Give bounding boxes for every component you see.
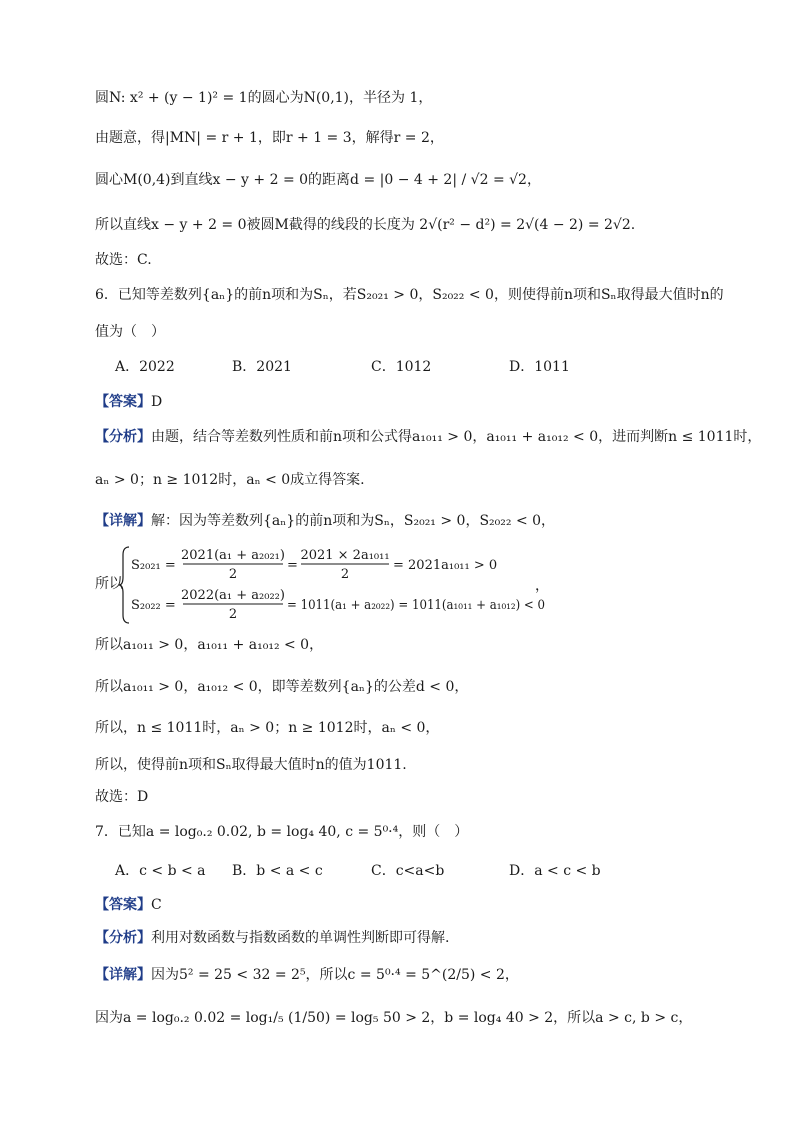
system-prefix: 所以 xyxy=(95,576,123,592)
option-b: B．b < a < c xyxy=(232,863,323,879)
detail-text: 解：因为等差数列{aₙ}的前n项和为Sₙ，S₂₀₂₁ > 0，S₂₀₂₂ < 0， xyxy=(151,513,556,529)
detail-line: 所以，使得前n项和Sₙ取得最大值时n的值为1011. xyxy=(95,757,407,773)
detail-line: 所以，n ≤ 1011时，aₙ > 0；n ≥ 1012时，aₙ < 0， xyxy=(95,720,440,736)
detail-text: 因为5² = 25 < 32 = 2⁵，所以c = 5⁰·⁴ = 5^(2/5) < 2， xyxy=(151,967,519,983)
eq2-frac-num: 2022(a₁ + a₂₀₂₂) xyxy=(181,588,285,603)
eq1-lhs: S₂₀₂₁ = xyxy=(131,558,176,573)
eq1-frac1-num: 2021(a₁ + a₂₀₂₁) xyxy=(181,548,285,563)
question-6-stem-cont: 值为（ ） xyxy=(95,324,165,340)
eq1-frac2-num: 2021 × 2a₁₀₁₁ xyxy=(300,548,390,563)
detail-line: 所以a₁₀₁₁ > 0，a₁₀₁₂ < 0，即等差数列{aₙ}的公差d < 0， xyxy=(95,679,469,695)
option-d: D．1011 xyxy=(509,359,570,375)
option-c: C．1012 xyxy=(371,359,432,375)
text-line: 所以直线x − y + 2 = 0被圆M截得的线段的长度为 2√(r² − d²) = 2√(4 − 2) = 2√2. xyxy=(95,217,636,233)
analysis-text-cont: aₙ > 0；n ≥ 1012时，aₙ < 0成立得答案. xyxy=(95,472,365,488)
text-line: 圆N: x² + (y − 1)² = 1的圆心为N(0,1)，半径为 1， xyxy=(95,90,433,106)
equation-system-graphic xyxy=(119,545,555,625)
text-line: 由题意，得|MN| = r + 1，即r + 1 = 3，解得r = 2， xyxy=(95,130,444,146)
detail-label: 【详解】 xyxy=(95,967,151,983)
analysis-row xyxy=(95,928,449,948)
eq1-eq: = xyxy=(287,558,298,573)
text-line: 圆心M(0,4)到直线x − y + 2 = 0的距离d = |0 − 4 + 2| / √2 = √2， xyxy=(95,172,541,188)
analysis-text: 利用对数函数与指数函数的单调性判断即可得解. xyxy=(151,930,450,946)
detail-line: 所以a₁₀₁₁ > 0，a₁₀₁₁ + a₁₀₁₂ < 0， xyxy=(95,637,324,653)
detail-line: 因为a = log₀.₂ 0.02 = log₁/₅ (1/50) = log₅ 50 > 2，b = log₄ 40 > 2，所以a > c, b > c， xyxy=(95,1010,693,1026)
answer-label: 【答案】 xyxy=(95,897,151,913)
question-6-options xyxy=(115,357,675,377)
equation-system xyxy=(95,545,555,625)
analysis-label: 【分析】 xyxy=(95,429,151,445)
option-c: C．c<a<b xyxy=(371,863,445,879)
detail-row xyxy=(95,511,555,531)
analysis-text: 由题，结合等差数列性质和前n项和公式得a₁₀₁₁ > 0，a₁₀₁₁ + a₁₀₁₂ < 0，进而判断n ≤ 1011时， xyxy=(151,429,762,445)
option-a: A．2022 xyxy=(115,359,175,375)
analysis-row xyxy=(95,427,761,447)
system-suffix: ， xyxy=(535,578,549,594)
eq1-frac2-den: 2 xyxy=(340,567,350,582)
eq1-frac1-den: 2 xyxy=(228,567,238,582)
eq2-rest: = 1011(a₁ + a₂₀₂₂) = 1011(a₁₀₁₁ + a₁₀₁₂) < 0 xyxy=(287,598,545,613)
answer-value: D xyxy=(151,394,163,410)
eq1-rest: = 2021a₁₀₁₁ > 0 xyxy=(393,558,498,573)
eq2-frac-den: 2 xyxy=(228,607,238,622)
text-line: 故选：C. xyxy=(95,252,152,268)
left-brace xyxy=(119,547,129,623)
option-a: A．c < b < a xyxy=(115,863,206,879)
answer-value: C xyxy=(151,897,162,913)
choose-line: 故选：D xyxy=(95,789,149,805)
detail-label: 【详解】 xyxy=(95,513,151,529)
question-6-stem: 6．已知等差数列{aₙ}的前n项和为Sₙ，若S₂₀₂₁ > 0，S₂₀₂₂ < 0，则使得前n项和Sₙ取得最大值时n的 xyxy=(95,287,724,303)
option-d: D．a < c < b xyxy=(509,863,601,879)
answer-row xyxy=(95,895,162,915)
question-7-stem: 7．已知a = log₀.₂ 0.02, b = log₄ 40, c = 5⁰·⁴，则（ ） xyxy=(95,824,469,840)
detail-row xyxy=(95,965,519,985)
answer-label: 【答案】 xyxy=(95,394,151,410)
eq2-lhs: S₂₀₂₂ = xyxy=(131,598,176,613)
analysis-label: 【分析】 xyxy=(95,930,151,946)
option-b: B．2021 xyxy=(232,359,292,375)
question-7-options xyxy=(115,861,675,881)
answer-row xyxy=(95,392,162,412)
